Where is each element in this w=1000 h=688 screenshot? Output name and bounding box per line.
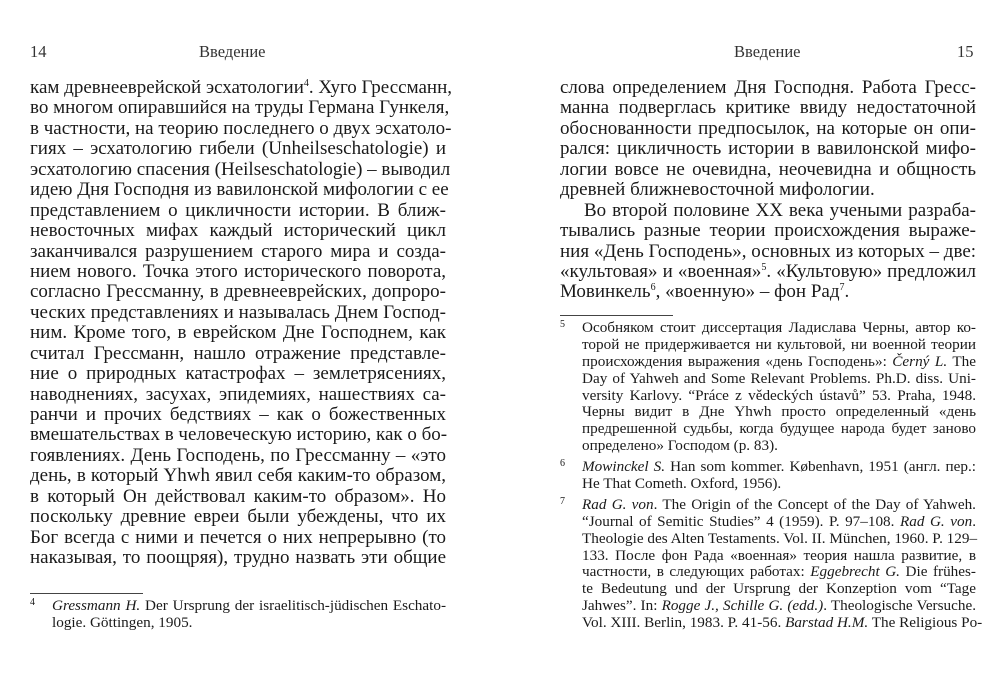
text-run: ние о природных катастрофах – землетрясениях, [30,363,446,385]
text-run: логии вовсе не очевидна, неочевидна и общность [560,158,976,180]
footnote-ref: 5 [761,261,767,273]
text-run: “Journal of Semitic Studies” 4 (1959). P. 97–108. [582,512,900,530]
text-line [560,282,976,302]
text-run: манна подверглась критике ввиду недостаточной [560,97,976,119]
text-run: te Bedeutung und der Ursprung der Konzeption vom “Tage [582,580,976,598]
text-run: считал Грессманн, нашло отражение представле- [30,342,446,364]
footnote-line [582,598,976,615]
footnote-line [582,354,976,371]
text-line [30,405,446,425]
footnote-rule [560,315,673,316]
text-run: Черны видит в Дне Yhwh просто определенный «день [582,403,976,421]
text-line [30,548,446,568]
text-line [560,139,976,159]
text-run: Мовинкель [560,281,651,303]
text-run: в который Он действовал каким-то образом». Но [30,485,446,507]
text-run: Han som kommer. København, 1951 (англ. пер.: [665,458,976,476]
footnote-line [582,438,976,455]
text-run: The [947,352,976,370]
footnote-line [582,497,976,514]
footnote-line [582,337,976,354]
text-line [30,179,449,201]
text-run: The Religious Po- [868,614,983,632]
running-head: Введение [199,42,266,61]
text-run: нием нового. Точка этого исторического поворота, [30,260,446,282]
body-text [30,77,452,569]
text-run: тывались разные теории происхождения выраже- [560,220,976,242]
text-line [30,528,446,548]
text-run: Jahwes”. In: [582,597,662,615]
footnote-line [582,404,976,421]
footnote-ref: 4 [303,78,309,89]
text-run: Во второй половине XX века учеными разраба- [584,199,976,221]
text-line [30,487,446,507]
text-line [560,78,976,98]
text-run: гиях – эсхатологию гибели (Unheilseschatologie) и [30,138,446,160]
text-run: logie. Göttingen, 1905. [52,613,193,631]
text-run: ранчи и прочих бедствиях – как о божественных [30,404,446,425]
right-page [500,0,1000,688]
footnote [560,320,976,455]
footnote-line [582,421,976,438]
page-number: 15 [957,42,974,61]
text-line [30,97,450,119]
text-run: наводнениях, засухах, эпидемиях, нашествиях са- [30,383,446,405]
footnote-line [582,476,976,493]
italic-citation: Eggebrecht G. [810,563,900,581]
text-run: ческих представлениях и называлась Днем Господ- [30,301,446,323]
footnotes [30,598,446,636]
footnote-line [582,514,976,531]
text-line [30,242,446,262]
text-run: Die frühes- [899,563,976,581]
text-run: предрешенной судьбы, когда будущее народа будет заново [582,420,976,438]
italic-citation: Rogge J., Schille G. (edd.) [661,597,824,615]
italic-citation: Mowinckel S. [582,458,666,476]
text-line [560,201,976,221]
text-run: заканчивался разрушением старого мира и созда- [30,240,446,262]
text-line [560,160,976,180]
text-run: слова определением Дня Господня. Работа Гресс- [560,77,976,98]
text-run: Бог всегда с ними и печется о них непрерывно (то [30,526,446,548]
italic-citation: Barstad H.M. [785,614,869,632]
text-run: He That Cometh. Oxford, 1956). [582,475,782,493]
footnote-line [582,548,976,565]
text-run: кам древнееврейской эсхатологии [30,77,304,98]
text-line [30,507,446,527]
text-run: . Theologische Versuche. [823,597,976,615]
footnote-ref: 7 [839,282,845,294]
footnote-number: 5 [560,319,565,330]
text-run: Vol. XIII. Berlin, 1983. P. 41-56. [582,614,786,632]
text-run: определено» Господом (p. 83). [582,437,778,455]
text-run: «культовая» и «военная» [560,260,762,282]
text-run: . [844,281,850,303]
text-line [560,180,976,200]
text-line [30,323,446,343]
text-run: частности, в следующих работах: [582,563,811,581]
footnote-number: 7 [560,495,565,507]
footnote-ref: 6 [650,282,656,294]
text-run: наказывая, то поощряя), трудно назвать эти общие [30,547,446,569]
footnote-line [52,598,446,615]
text-run: , «военную» – фон Рад [655,281,840,303]
footnote [560,459,976,493]
text-run: во многом опиравшийся на труды Германа Гункеля, [30,97,450,119]
footnote-rule [30,593,143,594]
text-run: . «Культовую» предложил [766,260,976,282]
footnote-line [582,564,976,581]
text-line [30,201,446,221]
text-run: согласно Грессманну, в древнееврейских, допроро- [30,281,446,303]
text-run: обоснованности предпосылок, на которые он опи- [560,117,976,139]
text-line [30,446,446,466]
footnotes [560,319,983,636]
footnote-line [582,320,976,337]
text-run: Theologie des Alten Testaments. Vol. II. München, 1960. P. 129– [582,529,978,547]
text-run: в частности, на теорию последнего о двух эсхатоло- [30,117,452,139]
text-run: невосточных мифах каждый исторический цикл [30,220,446,242]
text-line [560,262,976,282]
text-run: эсхатологию спасения (Heilseschatologie) – выводил [30,158,451,180]
text-line [30,262,446,282]
text-run: день, в который Yhwh явил себя каким-то образом, [30,465,446,487]
italic-citation: Rad G. von [899,512,973,530]
footnote-line [582,581,976,598]
text-run: гоявлениях. День Господень, по Грессманну – «это [30,444,446,466]
text-run: versity Karlovy. “Práce z vědeckých ústavů” 53. Praha, 1948. [582,386,976,404]
text-run: торой не придерживается ни культовой, ни военной теории [582,335,976,353]
text-run: вмешательствах в человеческую историю, как о бо- [30,424,448,446]
text-run: 133. После фон Рада «военная» теория нашла развитие, в [582,546,976,564]
text-line [30,221,446,241]
footnote-number: 6 [560,458,565,470]
footnote [30,598,446,632]
footnote-line [582,459,976,476]
text-line [30,466,446,486]
text-run: . The Origin of the Concept of the Day of Yahweh. [653,495,976,513]
italic-citation: Gressmann H. [52,597,141,614]
text-line [30,117,452,139]
text-run: рался: цикличность истории в вавилонской мифо- [560,138,976,160]
text-line [30,77,452,98]
text-line [30,425,446,445]
text-line [560,119,976,139]
footnote-line [52,615,446,632]
text-run: поскольку древние евреи были убеждены, что их [30,506,446,528]
text-run: Der Ursprung der israelitisch-jüdischen Eschato- [140,597,447,614]
text-run: идею Дня Господня из вавилонской мифологии с ее [30,179,449,201]
footnote-line [582,614,983,632]
text-line [560,221,976,241]
italic-citation: Rad G. von [582,495,654,513]
body-text [560,78,976,303]
text-line [560,242,976,262]
text-line [30,364,446,384]
text-line [560,98,976,118]
text-run: . [972,512,976,530]
text-run: ния «День Господень», основных из которых – две: [560,240,977,262]
footnote-line [582,371,976,388]
footnote-line [582,388,976,405]
running-head: Введение [734,42,801,61]
footnote-number: 4 [30,597,35,608]
text-run: . Хуго Грессманн, [308,77,452,98]
text-run: Day of Yahweh and Some Relevant Problems. Ph.D. diss. Uni- [582,369,976,387]
page-number: 14 [30,42,47,61]
text-run: представлением о цикличности истории. В ближ- [30,199,446,221]
text-line [30,282,446,302]
text-run: Особняком стоит диссертация Ладислава Черны, автор ко- [582,319,976,336]
text-line [30,139,446,159]
text-line [30,385,446,405]
footnote [560,495,983,632]
text-run: ним. Кроме того, в еврейском Дне Господнем, как [30,322,446,344]
italic-citation: Černý L. [892,352,948,370]
text-line [30,303,446,323]
text-run: древней ближневосточной мифологии. [560,179,875,201]
text-line [30,344,446,364]
text-line [30,158,451,180]
footnote-line [582,531,976,548]
text-run: происхождения выражения «день Господень»: [582,352,893,370]
